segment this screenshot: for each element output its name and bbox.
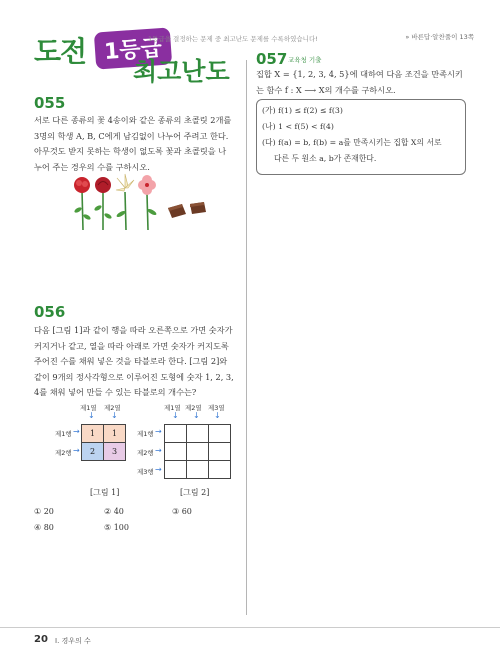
hibiscus-icon (138, 175, 156, 195)
empty-cell (187, 443, 209, 461)
banner-description: 1등급을 결정하는 문제 중 최고난도 문제를 수록하였습니다! (148, 35, 318, 43)
fig2-col-label: 제2열 (185, 404, 202, 412)
empty-cell (209, 443, 231, 461)
fig1-row-label: 제1행 (55, 430, 72, 438)
condition-item: (나) 1 < f(5) < f(4) (262, 122, 334, 131)
problem-line: 아무것도 받지 못하는 학생이 없도록 꽃과 초콜릿을 나 (34, 146, 227, 156)
fig2-row-label: 제3행 (137, 468, 154, 476)
condition-item: (가) f(1) ≤ f(2) ≤ f(3) (262, 106, 343, 115)
banner-subtitle: 최고난도 (133, 57, 230, 86)
column-divider (246, 60, 247, 615)
fig2-row-label: 제2행 (137, 449, 154, 457)
fig1-col-label: 제2열 (104, 404, 121, 412)
chocolate-icon (190, 202, 206, 214)
down-arrow-icon: ↓ (193, 411, 200, 420)
right-arrow-icon: → (155, 446, 162, 455)
answer-option: ① 20 (34, 507, 54, 516)
answer-reference: » 바른답·알찬풀이 13쪽 (405, 33, 474, 41)
carnation-icon (74, 177, 90, 193)
empty-cell (187, 425, 209, 443)
problem-055-text (34, 113, 239, 175)
footer-rule (0, 627, 500, 628)
right-arrow-icon: → (73, 446, 80, 455)
conditions-list (262, 103, 462, 167)
lily-icon (116, 174, 134, 191)
tableau-cell: 3 (104, 443, 126, 461)
answer-option: ⑤ 100 (104, 523, 129, 532)
figure-2-grid (164, 424, 231, 479)
fig1-col-label: 제1열 (80, 404, 97, 412)
problem-line: 누어 주는 경우의 수를 구하시오. (34, 161, 150, 172)
problem-line: 는 함수 f : X ⟶ X의 개수를 구하시오. (256, 84, 396, 95)
fig2-col-label: 제3열 (208, 404, 225, 412)
condition-item: (다) f(a) = b, f(b) = a를 만족시키는 집합 X의 서로 (262, 138, 442, 147)
problem-line: 다음 [그림 1]과 같이 행을 따라 오른쪽으로 가면 숫자가 (34, 325, 233, 335)
problem-line: 4를 채워 넣어 만들 수 있는 타블로의 개수는? (34, 387, 197, 397)
problem-057-tag: 교육청 기출 (288, 56, 322, 64)
tableau-cell: 1 (82, 425, 104, 443)
answer-option: ② 40 (104, 507, 124, 516)
right-arrow-icon: → (73, 427, 80, 436)
rose-icon (95, 177, 111, 193)
problem-057-number: 057 (256, 50, 288, 68)
tableau-cell: 1 (104, 425, 126, 443)
answer-option: ③ 60 (172, 507, 192, 516)
problem-056-text (34, 323, 244, 401)
problem-line: 커지거나 같고, 열을 따라 아래로 가면 숫자가 커지도록 (34, 340, 229, 351)
problem-057-text (256, 67, 476, 98)
problem-line: 서로 다른 종류의 꽃 4송이와 같은 종류의 초콜릿 2개를 (34, 115, 232, 125)
tableau-cell: 2 (82, 443, 104, 461)
empty-cell (187, 461, 209, 479)
problem-055-number: 055 (34, 94, 66, 112)
flowers-chocolates-illustration (70, 172, 220, 234)
problem-line: 주어진 수를 채워 넣은 것을 타블로라 한다. [그림 2]와 (34, 356, 228, 366)
figure-1-tableau (81, 424, 126, 461)
empty-cell (165, 461, 187, 479)
problem-line: 집합 X = {1, 2, 3, 4, 5}에 대하여 다음 조건을 만족시키 (256, 69, 463, 79)
figure-2-caption: [그림 2] (180, 488, 210, 497)
right-arrow-icon: → (155, 465, 162, 474)
down-arrow-icon: ↓ (172, 411, 179, 420)
right-arrow-icon: → (155, 427, 162, 436)
banner-challenge-text: 도전 (34, 35, 87, 68)
chapter-title: I. 경우의 수 (55, 637, 91, 645)
down-arrow-icon: ↓ (88, 411, 95, 420)
fig1-row-label: 제2행 (55, 449, 72, 457)
empty-cell (209, 461, 231, 479)
chocolate-icon (168, 204, 186, 218)
empty-cell (165, 425, 187, 443)
fig2-col-label: 제1열 (164, 404, 181, 412)
figure-1-caption: [그림 1] (90, 488, 120, 497)
page-number: 20 (34, 634, 48, 645)
fig2-row-label: 제1행 (137, 430, 154, 438)
empty-cell (209, 425, 231, 443)
condition-item: 다른 두 원소 a, b가 존재한다. (274, 154, 377, 163)
down-arrow-icon: ↓ (111, 411, 118, 420)
empty-cell (165, 443, 187, 461)
problem-line: 3명의 학생 A, B, C에게 남김없이 나누어 주려고 한다. (34, 130, 229, 141)
problem-line: 같이 9개의 정사각형으로 이루어진 도형에 숫자 1, 2, 3, (34, 371, 234, 382)
answer-option: ④ 80 (34, 523, 54, 532)
banner-grade-badge: 1등급 (93, 27, 171, 69)
down-arrow-icon: ↓ (214, 411, 221, 420)
problem-056-number: 056 (34, 303, 66, 321)
